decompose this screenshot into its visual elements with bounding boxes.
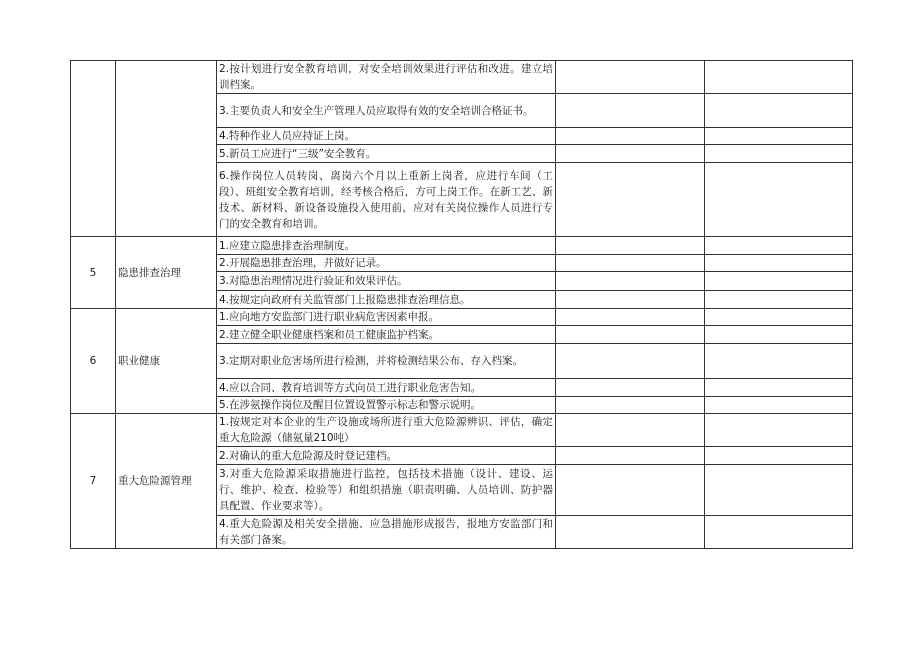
check-result-cell xyxy=(556,94,705,128)
remark-cell xyxy=(705,291,853,309)
check-result-cell xyxy=(556,163,705,237)
table-row xyxy=(71,237,853,255)
requirement-text: 4.按规定向政府有关监管部门上报隐患排查治理信息。 xyxy=(217,291,556,309)
remark-cell xyxy=(705,145,853,163)
section-number: 5 xyxy=(71,237,116,309)
remark-cell xyxy=(705,94,853,128)
section-number: 7 xyxy=(71,414,116,549)
check-result-cell xyxy=(556,447,705,465)
check-result-cell xyxy=(556,516,705,549)
check-result-cell xyxy=(556,344,705,379)
remark-cell xyxy=(705,379,853,397)
check-result-cell xyxy=(556,145,705,163)
section-number: 6 xyxy=(71,309,116,414)
requirement-text: 3.主要负责人和安全生产管理人员应取得有效的安全培训合格证书。 xyxy=(217,94,556,128)
remark-cell xyxy=(705,61,853,94)
remark-cell xyxy=(705,163,853,237)
check-result-cell xyxy=(556,61,705,94)
check-result-cell xyxy=(556,272,705,291)
requirement-text: 5.新员工应进行“三级”安全教育。 xyxy=(217,145,556,163)
requirement-text: 2.开展隐患排查治理，并做好记录。 xyxy=(217,255,556,272)
section-item-name: 重大危险源管理 xyxy=(116,414,217,549)
check-result-cell xyxy=(556,326,705,344)
check-result-cell xyxy=(556,255,705,272)
requirement-text: 3.定期对职业危害场所进行检测，并将检测结果公布、存入档案。 xyxy=(217,344,556,379)
check-result-cell xyxy=(556,379,705,397)
requirement-text: 4.特种作业人员应持证上岗。 xyxy=(217,128,556,145)
requirement-text: 1.应建立隐患排查治理制度。 xyxy=(217,237,556,255)
requirement-text: 3.对重大危险源采取措施进行监控，包括技术措施（设计、建设、运行、维护、检查、检验等）和组织措施（职责明确、人员培训、防护器具配置、作业要求等）。 xyxy=(217,465,556,516)
check-result-cell xyxy=(556,465,705,516)
requirement-text: 6.操作岗位人员转岗、离岗六个月以上重新上岗者，应进行车间（工段）、班组安全教育培训，经考核合格后，方可上岗工作。在新工艺、新技术、新材料、新设备设施投入使用前，应对有关岗位操作人员进行专门的安全教育和培训。 xyxy=(217,163,556,237)
remark-cell xyxy=(705,128,853,145)
requirement-text: 4.重大危险源及相关安全措施、应急措施形成报告，报地方安监部门和有关部门备案。 xyxy=(217,516,556,549)
requirement-text: 2.建立健全职业健康档案和员工健康监护档案。 xyxy=(217,326,556,344)
section-number-cell xyxy=(71,61,116,237)
remark-cell xyxy=(705,237,853,255)
remark-cell xyxy=(705,465,853,516)
requirement-text: 1.按规定对本企业的生产设施或场所进行重大危险源辨识、评估，确定重大危险源（储氨量210吨） xyxy=(217,414,556,447)
section-item-name: 隐患排查治理 xyxy=(116,237,217,309)
requirement-text: 5.在涉氨操作岗位及醒目位置设置警示标志和警示说明。 xyxy=(217,397,556,414)
remark-cell xyxy=(705,326,853,344)
remark-cell xyxy=(705,414,853,447)
section-item-name: 职业健康 xyxy=(116,309,217,414)
remark-cell xyxy=(705,309,853,326)
safety-checklist-table xyxy=(70,60,853,549)
table-row xyxy=(71,309,853,326)
check-result-cell xyxy=(556,237,705,255)
table-row xyxy=(71,414,853,447)
requirement-text: 1.应向地方安监部门进行职业病危害因素申报。 xyxy=(217,309,556,326)
table-row xyxy=(71,61,853,94)
requirement-text: 4.应以合同、教育培训等方式向员工进行职业危害告知。 xyxy=(217,379,556,397)
remark-cell xyxy=(705,516,853,549)
requirement-text: 2.按计划进行安全教育培训，对安全培训效果进行评估和改进。建立培训档案。 xyxy=(217,61,556,94)
remark-cell xyxy=(705,272,853,291)
remark-cell xyxy=(705,447,853,465)
check-result-cell xyxy=(556,397,705,414)
check-result-cell xyxy=(556,128,705,145)
check-result-cell xyxy=(556,291,705,309)
remark-cell xyxy=(705,255,853,272)
remark-cell xyxy=(705,344,853,379)
requirement-text: 2.对确认的重大危险源及时登记建档。 xyxy=(217,447,556,465)
check-result-cell xyxy=(556,414,705,447)
section-item-cell xyxy=(116,61,217,237)
check-result-cell xyxy=(556,309,705,326)
remark-cell xyxy=(705,397,853,414)
checklist-body xyxy=(71,61,853,549)
requirement-text: 3.对隐患治理情况进行验证和效果评估。 xyxy=(217,272,556,291)
